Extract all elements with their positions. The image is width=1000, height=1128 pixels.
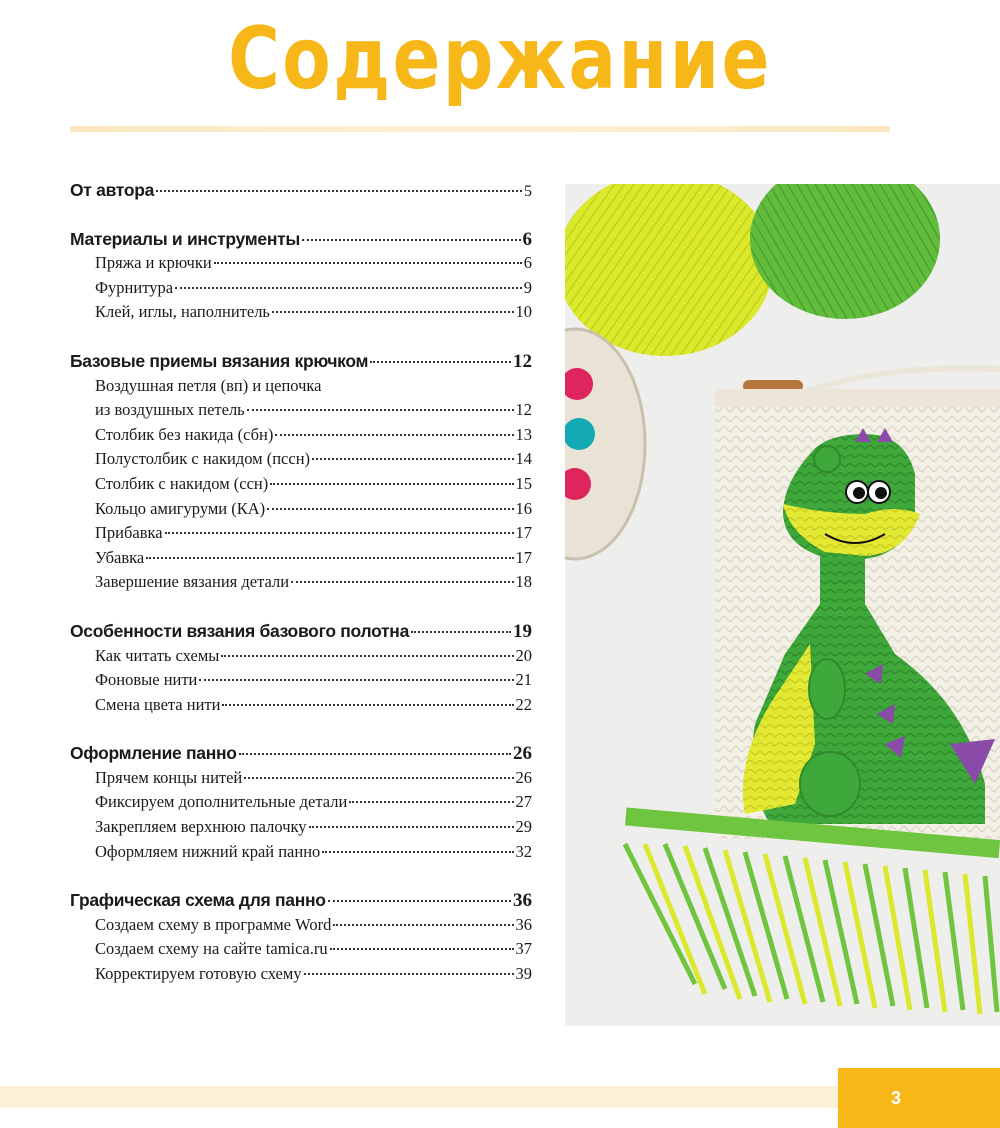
dot-leader [267,508,513,510]
toc-entry-label: Клей, иглы, наполнитель [95,302,270,322]
toc-entry-label: Воздушная петля (вп) и цепочка [95,375,322,395]
toc-chapter-entry[interactable] [70,743,532,768]
dot-leader [304,973,514,975]
dot-leader [312,458,513,460]
page-number: 3 [838,1068,1000,1128]
toc-entry-label: Прячем концы нитей [95,767,243,787]
crochet-dinosaur-panel-photo [565,184,1000,1026]
toc-entry-page-number: 26 [515,767,532,787]
toc-entry-label: Фоновые нити [95,670,198,690]
toc-entry-label: Полустолбик с накидом (пссн) [95,449,311,469]
toc-entry-label: Прибавка [95,523,163,543]
dot-leader [302,239,520,241]
toc-entry-page-number: 27 [515,792,532,812]
toc-entry-label: Оформляем нижний край панно [95,841,321,861]
table-of-contents [70,180,532,989]
toc-entry-label: Смена цвета нити [95,694,221,714]
dot-leader [165,532,514,534]
dot-leader [214,262,522,264]
toc-subentry[interactable] [70,499,532,524]
toc-subentry[interactable] [70,695,532,720]
toc-subentry[interactable] [70,425,532,450]
toc-entry-page-number: 26 [513,743,532,765]
toc-subentry[interactable] [70,646,532,671]
toc-entry-page-number: 19 [513,620,532,642]
dot-leader [349,801,513,803]
toc-entry-page-number: 21 [515,670,532,690]
toc-entry-page-number: 12 [515,400,532,420]
dot-leader [222,704,513,706]
toc-entry-page-number: 39 [515,964,532,984]
toc-subentry[interactable] [70,670,532,695]
toc-entry-page-number: 15 [515,473,532,493]
toc-entry-label: Кольцо амигуруми (КА) [95,498,266,518]
toc-entry-page-number: 16 [515,498,532,518]
toc-subentry[interactable] [70,449,532,474]
toc-entry-page-number: 20 [515,645,532,665]
toc-entry-label: Оформление панно [70,743,237,764]
dot-leader [370,361,511,363]
toc-entry-label: Особенности вязания базового полотна [70,620,410,641]
toc-chapter-entry[interactable] [70,229,532,254]
toc-entry-label: Фурнитура [95,277,174,297]
toc-entry-label: От автора [70,180,155,200]
toc-subentry[interactable] [70,253,532,278]
dot-leader [330,948,514,950]
toc-entry-label: Столбик без накида (сбн) [95,424,274,444]
dot-leader [175,287,522,289]
dot-leader [411,631,511,633]
section-gap [70,719,532,743]
section-gap [70,327,532,351]
toc-entry-page-number: 6 [522,228,532,250]
dot-leader [247,409,514,411]
title-divider [70,126,890,132]
toc-entry-label: Материалы и инструменты [70,228,301,249]
toc-subentry[interactable] [70,376,532,401]
toc-entry-page-number: 36 [513,890,532,912]
toc-entry-page-number: 32 [515,841,532,861]
dot-leader [244,777,513,779]
toc-subentry[interactable] [70,400,532,425]
dot-leader [221,655,513,657]
toc-entry-page-number: 10 [515,302,532,322]
footer-bar [0,1086,838,1108]
toc-subentry[interactable] [70,523,532,548]
toc-entry-page-number: 6 [523,253,532,273]
toc-entry-page-number: 29 [515,817,532,837]
toc-subentry[interactable] [70,474,532,499]
toc-entry-label: Завершение вязания детали [95,572,290,592]
toc-entry-label: Убавка [95,547,145,567]
toc-entry-page-number: 17 [515,523,532,543]
toc-subentry[interactable] [70,572,532,597]
dot-leader [156,190,522,192]
toc-entry-label: Как читать схемы [95,645,220,665]
toc-subentry[interactable] [70,842,532,867]
toc-entry-page-number: 36 [515,914,532,934]
toc-entry-page-number: 22 [515,694,532,714]
toc-subentry[interactable] [70,964,532,989]
dot-leader [275,434,513,436]
toc-entry-label: Корректируем готовую схему [95,964,302,984]
toc-entry-label: Пряжа и крючки [95,253,212,273]
toc-entry-label: Создаем схему на сайте tamica.ru [95,939,328,959]
dot-leader [328,900,511,902]
dot-leader [146,557,513,559]
toc-entry-page-number: 18 [515,572,532,592]
toc-entry-label: Базовые приемы вязания крючком [70,350,369,371]
toc-chapter-entry[interactable] [70,351,532,376]
dot-leader [272,311,514,313]
toc-entry-page-number: 17 [515,547,532,567]
toc-entry-page-number: 37 [515,939,532,959]
toc-entry-label: из воздушных петель [95,400,245,420]
toc-subentry[interactable] [70,302,532,327]
toc-entry-label: Графическая схема для панно [70,890,326,911]
toc-subentry[interactable] [70,792,532,817]
toc-entry-label: Закрепляем верхнюю палочку [95,817,307,837]
toc-chapter-entry[interactable] [70,621,532,646]
section-gap [70,866,532,890]
toc-subentry[interactable] [70,768,532,793]
toc-entry-page-number: 14 [515,449,532,469]
dot-leader [322,851,513,853]
toc-entry-page-number: 5 [524,183,532,200]
toc-subentry[interactable] [70,817,532,842]
toc-entry-page-number: 9 [523,277,532,297]
toc-subentry[interactable] [70,939,532,964]
toc-chapter-entry[interactable] [70,180,532,205]
toc-subentry[interactable] [70,915,532,940]
dot-leader [239,753,511,755]
dot-leader [309,826,514,828]
toc-entry-label: Создаем схему в программе Word [95,914,332,934]
toc-chapter-entry[interactable] [70,890,532,915]
toc-entry-label: Фиксируем дополнительные детали [95,792,348,812]
section-gap [70,597,532,621]
toc-entry-page-number: 12 [513,350,532,372]
toc-entry-label: Столбик с накидом (ссн) [95,473,269,493]
dot-leader [291,581,513,583]
toc-subentry[interactable] [70,278,532,303]
toc-subentry[interactable] [70,548,532,573]
section-gap [70,205,532,229]
dot-leader [333,924,513,926]
page-title: Содержание [228,9,772,109]
dot-leader [270,483,513,485]
toc-entry-page-number: 13 [515,424,532,444]
dot-leader [199,679,513,681]
